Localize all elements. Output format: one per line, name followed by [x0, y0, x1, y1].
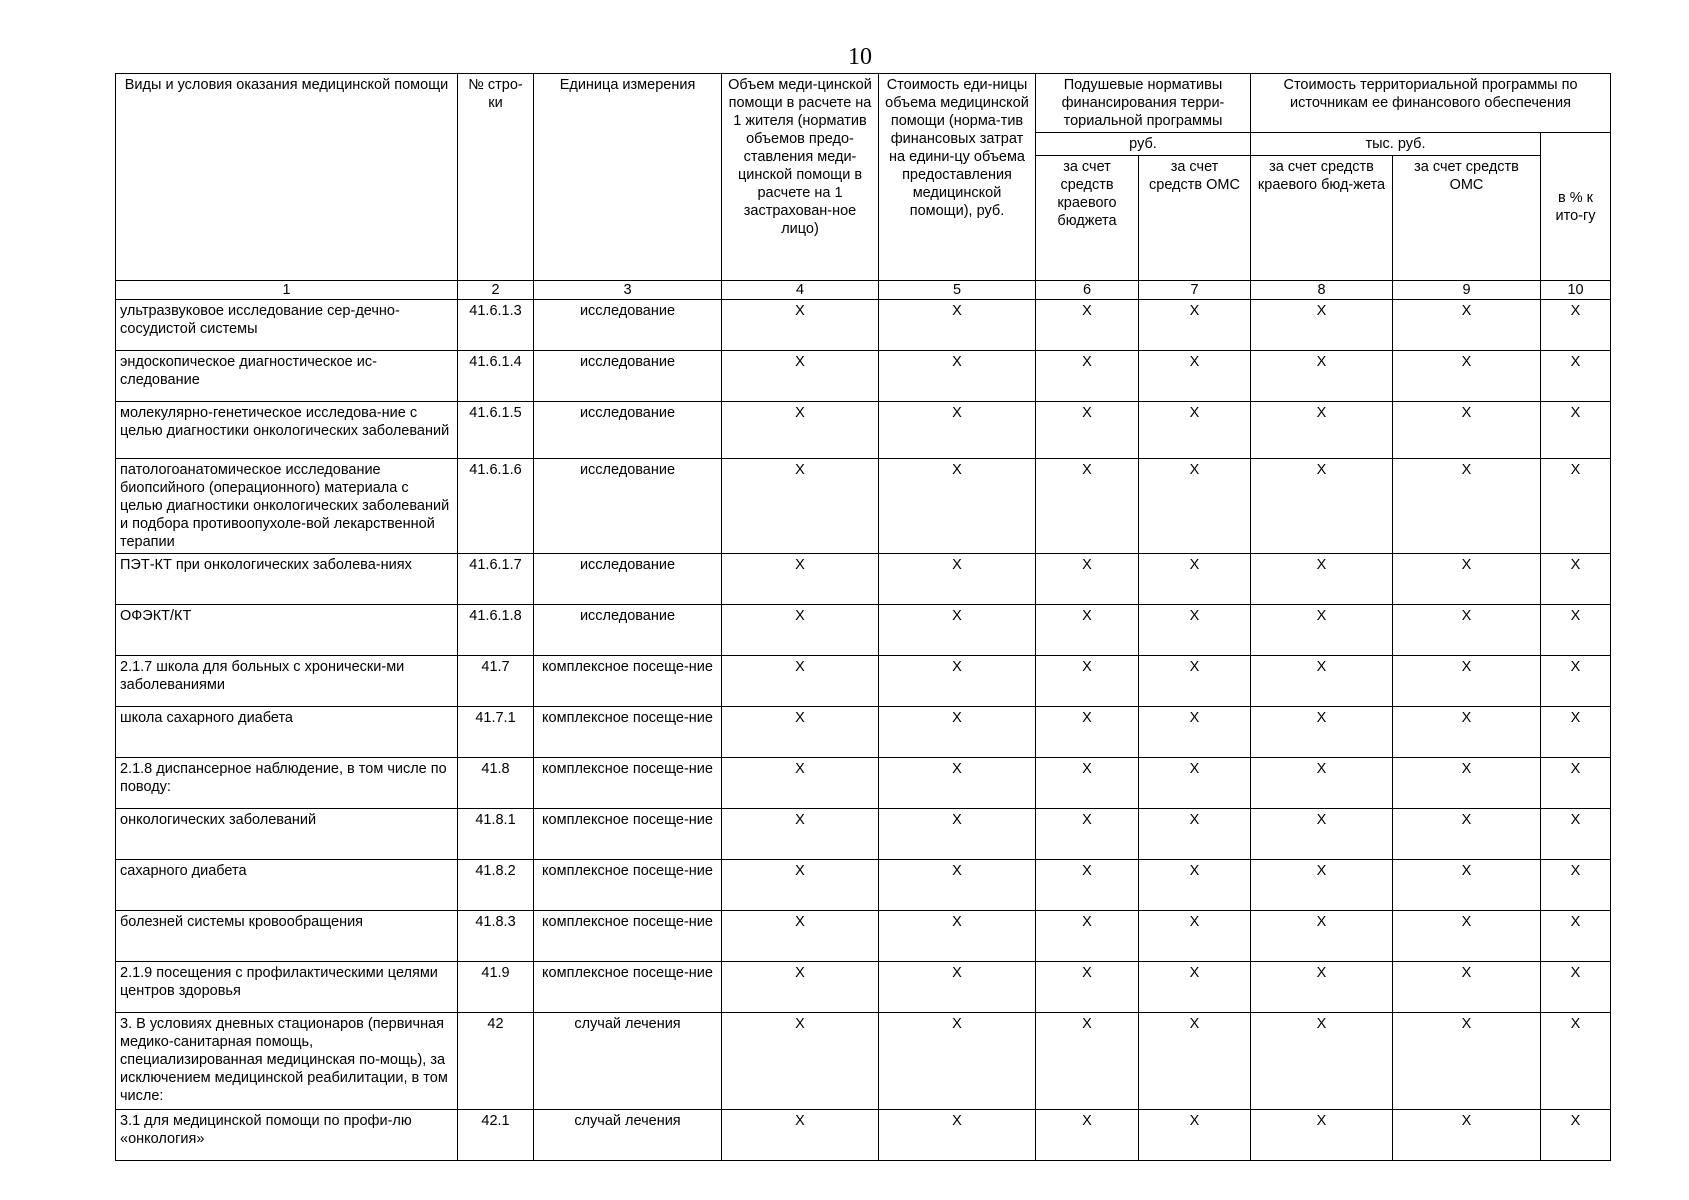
value-cell: X: [1393, 911, 1541, 962]
header-unit-cost: Стоимость еди-ницы объема медицинской помощи (норма-тив финансовых затрат на едини-цу объема предоставления медицинской помощи), руб.: [879, 74, 1036, 281]
table-row: [116, 707, 1611, 758]
table-row: [116, 656, 1611, 707]
row-code: 41.8.3: [458, 911, 534, 962]
row-unit: комплексное посеще-ние: [534, 911, 722, 962]
header-volume-text: Объем меди-цинской помощи в расчете на 1 жителя (норматив объемов предо-ставления меди-цинской помощи в расчете на 1 застрахован-ное лицо): [728, 77, 872, 237]
column-number: 4: [722, 281, 879, 300]
table-header: [116, 74, 1611, 300]
value-cell: X: [722, 860, 879, 911]
row-code: 41.6.1.7: [458, 554, 534, 605]
value-cell: X: [879, 605, 1036, 656]
value-cell: X: [1393, 1110, 1541, 1161]
table-row: [116, 351, 1611, 402]
value-cell: X: [1036, 656, 1139, 707]
table-row: [116, 1110, 1611, 1161]
value-cell: X: [1036, 402, 1139, 459]
row-unit: комплексное посеще-ние: [534, 758, 722, 809]
row-unit: исследование: [534, 351, 722, 402]
column-number: 5: [879, 281, 1036, 300]
row-name: патологоанатомическое исследование биопсийного (операционного) материала с целью диагностики онкологических заболеваний и подбора противоопухоле-вой лекарственной терапии: [116, 459, 458, 554]
table-row: [116, 300, 1611, 351]
table-row: [116, 554, 1611, 605]
value-cell: X: [722, 402, 879, 459]
value-cell: X: [1139, 1110, 1251, 1161]
value-cell: X: [1036, 351, 1139, 402]
value-cell: X: [1393, 656, 1541, 707]
column-numbers-row: [116, 281, 1611, 300]
value-cell: X: [722, 605, 879, 656]
value-cell: X: [1036, 758, 1139, 809]
value-cell: X: [1036, 554, 1139, 605]
value-cell: X: [1393, 351, 1541, 402]
row-name: 3.1 для медицинской помощи по профи-лю «онкология»: [116, 1110, 458, 1161]
row-code: 41.6.1.4: [458, 351, 534, 402]
value-cell: X: [1541, 605, 1611, 656]
program-cost-table: [115, 73, 1611, 1161]
value-cell: X: [1036, 707, 1139, 758]
row-code: 42.1: [458, 1110, 534, 1161]
row-code: 41.6.1.8: [458, 605, 534, 656]
row-name: молекулярно-генетическое исследова-ние с целью диагностики онкологических заболеваний: [116, 402, 458, 459]
column-number: 6: [1036, 281, 1139, 300]
value-cell: X: [722, 300, 879, 351]
row-name: болезней системы кровообращения: [116, 911, 458, 962]
value-cell: X: [1036, 962, 1139, 1013]
row-name: ПЭТ-КТ при онкологических заболева-ниях: [116, 554, 458, 605]
column-number: 8: [1251, 281, 1393, 300]
header-percent-total: в % к ито-гу: [1541, 133, 1611, 281]
column-number: 7: [1139, 281, 1251, 300]
value-cell: X: [879, 911, 1036, 962]
value-cell: X: [1036, 1110, 1139, 1161]
value-cell: X: [722, 707, 879, 758]
value-cell: X: [1541, 860, 1611, 911]
value-cell: X: [722, 554, 879, 605]
row-name: ультразвуковое исследование сер-дечно-сосудистой системы: [116, 300, 458, 351]
value-cell: X: [1393, 554, 1541, 605]
value-cell: X: [1251, 911, 1393, 962]
value-cell: X: [1036, 809, 1139, 860]
header-oms-rub: за счет средств ОМС: [1139, 156, 1251, 281]
row-code: 41.6.1.5: [458, 402, 534, 459]
table-row: [116, 1013, 1611, 1110]
row-name: 3. В условиях дневных стационаров (первичная медико-санитарная помощь, специализированная медицинская по-мощь), за исключением медицинской реабилитации, в том числе:: [116, 1013, 458, 1110]
value-cell: X: [1139, 300, 1251, 351]
header-volume-per-resident: [722, 74, 879, 281]
value-cell: X: [1393, 402, 1541, 459]
row-unit: комплексное посеще-ние: [534, 809, 722, 860]
value-cell: X: [722, 758, 879, 809]
header-program-cost: Стоимость территориальной программы по источникам ее финансового обеспечения: [1251, 74, 1611, 133]
table-body: [116, 300, 1611, 1161]
value-cell: X: [1139, 605, 1251, 656]
value-cell: X: [1036, 300, 1139, 351]
header-regional-budget-rub: за счет средств краевого бюджета: [1036, 156, 1139, 281]
row-unit: исследование: [534, 554, 722, 605]
value-cell: X: [1036, 1013, 1139, 1110]
value-cell: X: [1251, 1110, 1393, 1161]
row-unit: комплексное посеще-ние: [534, 656, 722, 707]
value-cell: X: [1251, 300, 1393, 351]
value-cell: X: [1139, 962, 1251, 1013]
value-cell: X: [1139, 911, 1251, 962]
row-name: эндоскопическое диагностическое ис-следование: [116, 351, 458, 402]
value-cell: X: [1393, 707, 1541, 758]
value-cell: X: [1541, 351, 1611, 402]
row-name: онкологических заболеваний: [116, 809, 458, 860]
row-code: 41.7: [458, 656, 534, 707]
value-cell: X: [879, 554, 1036, 605]
table-row: [116, 809, 1611, 860]
row-code: 41.7.1: [458, 707, 534, 758]
value-cell: X: [1251, 459, 1393, 554]
row-code: 41.8: [458, 758, 534, 809]
row-unit: исследование: [534, 300, 722, 351]
value-cell: X: [1541, 1013, 1611, 1110]
value-cell: X: [1139, 656, 1251, 707]
value-cell: X: [1139, 402, 1251, 459]
value-cell: X: [722, 911, 879, 962]
table-row: [116, 402, 1611, 459]
value-cell: X: [1251, 809, 1393, 860]
value-cell: X: [1139, 1013, 1251, 1110]
value-cell: X: [1251, 707, 1393, 758]
value-cell: X: [722, 1110, 879, 1161]
value-cell: X: [722, 459, 879, 554]
value-cell: X: [722, 1013, 879, 1110]
value-cell: X: [879, 300, 1036, 351]
value-cell: X: [1541, 402, 1611, 459]
header-regional-budget-thous: за счет средств краевого бюд-жета: [1251, 156, 1393, 281]
value-cell: X: [1541, 300, 1611, 351]
value-cell: X: [722, 656, 879, 707]
header-oms-thous: за счет средств ОМС: [1393, 156, 1541, 281]
value-cell: X: [1036, 860, 1139, 911]
value-cell: X: [1251, 860, 1393, 911]
value-cell: X: [1251, 758, 1393, 809]
value-cell: X: [1541, 809, 1611, 860]
row-unit: комплексное посеще-ние: [534, 707, 722, 758]
row-code: 41.9: [458, 962, 534, 1013]
row-code: 42: [458, 1013, 534, 1110]
page-number: 10: [848, 44, 872, 70]
value-cell: X: [1251, 962, 1393, 1013]
column-number: 1: [116, 281, 458, 300]
table-row: [116, 605, 1611, 656]
value-cell: X: [1139, 554, 1251, 605]
column-number: 9: [1393, 281, 1541, 300]
value-cell: X: [1139, 860, 1251, 911]
row-name: сахарного диабета: [116, 860, 458, 911]
value-cell: X: [1393, 1013, 1541, 1110]
value-cell: X: [1541, 1110, 1611, 1161]
value-cell: X: [1036, 605, 1139, 656]
row-name: 2.1.7 школа для больных с хронически-ми заболеваниями: [116, 656, 458, 707]
value-cell: X: [1139, 459, 1251, 554]
value-cell: X: [1541, 554, 1611, 605]
header-unit-thous-rub: тыс. руб.: [1251, 133, 1541, 156]
row-name: 2.1.8 диспансерное наблюдение, в том числе по поводу:: [116, 758, 458, 809]
value-cell: X: [879, 459, 1036, 554]
value-cell: X: [1139, 707, 1251, 758]
value-cell: X: [1251, 554, 1393, 605]
value-cell: X: [1541, 707, 1611, 758]
row-code: 41.6.1.6: [458, 459, 534, 554]
table-row: [116, 911, 1611, 962]
value-cell: X: [1541, 656, 1611, 707]
value-cell: X: [879, 1110, 1036, 1161]
value-cell: X: [1251, 1013, 1393, 1110]
value-cell: X: [1139, 809, 1251, 860]
table-row: [116, 459, 1611, 554]
value-cell: X: [1036, 459, 1139, 554]
value-cell: X: [1393, 860, 1541, 911]
value-cell: X: [1251, 605, 1393, 656]
value-cell: X: [1393, 459, 1541, 554]
row-unit: исследование: [534, 402, 722, 459]
row-name: 2.1.9 посещения с профилактическими целями центров здоровья: [116, 962, 458, 1013]
value-cell: X: [1541, 459, 1611, 554]
header-type-of-care: Виды и условия оказания медицинской помощи: [116, 74, 458, 281]
value-cell: X: [879, 758, 1036, 809]
row-code: 41.8.2: [458, 860, 534, 911]
row-unit: случай лечения: [534, 1110, 722, 1161]
value-cell: X: [879, 656, 1036, 707]
row-unit: комплексное посеще-ние: [534, 860, 722, 911]
value-cell: X: [879, 860, 1036, 911]
value-cell: X: [1251, 656, 1393, 707]
row-unit: исследование: [534, 605, 722, 656]
value-cell: X: [1393, 809, 1541, 860]
value-cell: X: [1036, 911, 1139, 962]
header-per-capita-norms: Подушевые нормативы финансирования терри-ториальной программы: [1036, 74, 1251, 133]
header-unit: Единица измерения: [534, 74, 722, 281]
value-cell: X: [1139, 758, 1251, 809]
header-unit-rub: руб.: [1036, 133, 1251, 156]
table-row: [116, 962, 1611, 1013]
row-code: 41.8.1: [458, 809, 534, 860]
value-cell: X: [1541, 758, 1611, 809]
column-number: 10: [1541, 281, 1611, 300]
value-cell: X: [1393, 300, 1541, 351]
value-cell: X: [1251, 351, 1393, 402]
value-cell: X: [722, 809, 879, 860]
column-number: 2: [458, 281, 534, 300]
value-cell: X: [722, 962, 879, 1013]
value-cell: X: [879, 1013, 1036, 1110]
value-cell: X: [722, 351, 879, 402]
value-cell: X: [1541, 911, 1611, 962]
row-unit: исследование: [534, 459, 722, 554]
table-row: [116, 860, 1611, 911]
value-cell: X: [879, 402, 1036, 459]
value-cell: X: [1393, 758, 1541, 809]
value-cell: X: [879, 707, 1036, 758]
row-name: школа сахарного диабета: [116, 707, 458, 758]
value-cell: X: [1139, 351, 1251, 402]
value-cell: X: [1393, 605, 1541, 656]
row-name: ОФЭКТ/КТ: [116, 605, 458, 656]
value-cell: X: [1393, 962, 1541, 1013]
row-code: 41.6.1.3: [458, 300, 534, 351]
row-unit: комплексное посеще-ние: [534, 962, 722, 1013]
value-cell: X: [879, 809, 1036, 860]
value-cell: X: [1251, 402, 1393, 459]
value-cell: X: [1541, 962, 1611, 1013]
value-cell: X: [879, 962, 1036, 1013]
column-number: 3: [534, 281, 722, 300]
row-unit: случай лечения: [534, 1013, 722, 1110]
value-cell: X: [879, 351, 1036, 402]
header-row-number: № стро-ки: [458, 74, 534, 281]
table-row: [116, 758, 1611, 809]
